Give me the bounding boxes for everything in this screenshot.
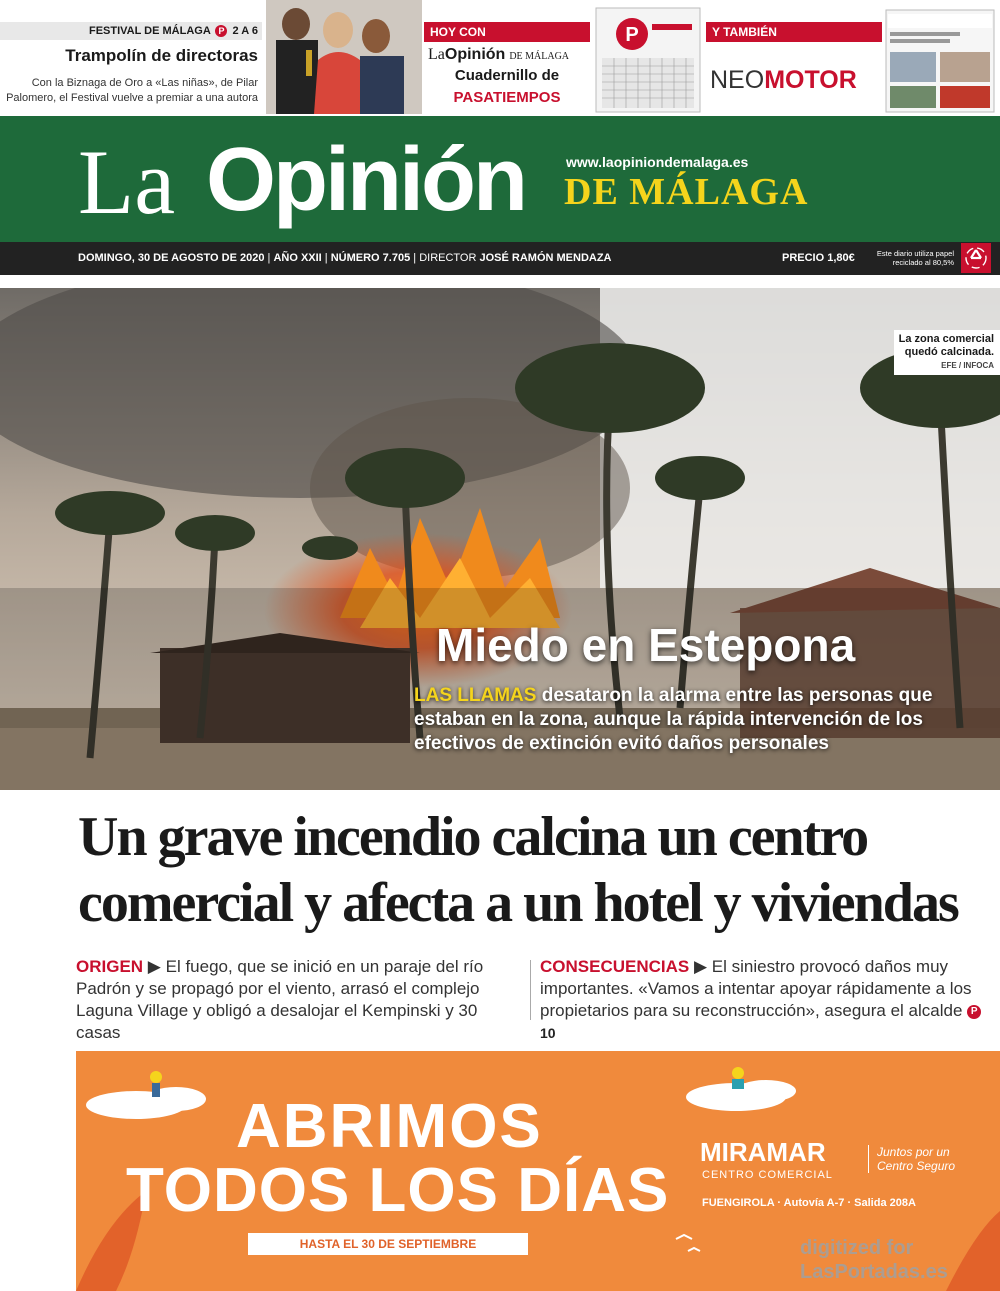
insert-line1[interactable]: Cuadernillo de bbox=[454, 67, 560, 84]
story-column-consequences bbox=[540, 956, 984, 1044]
festival-photo[interactable] bbox=[266, 0, 422, 114]
ad-brand-sub: CENTRO COMERCIAL bbox=[702, 1169, 833, 1181]
hero-deck-keyword: LAS LLAMAS bbox=[414, 685, 537, 706]
festival-pages: 2 A 6 bbox=[232, 25, 258, 37]
info-bar bbox=[0, 242, 1000, 275]
festival-section-bar[interactable] bbox=[0, 22, 262, 40]
also-label-bar: Y TAMBIÉN bbox=[706, 22, 882, 42]
recycled-note: Este diario utiliza papel reciclado al 80,5% bbox=[876, 249, 954, 267]
masthead-city: DE MÁLAGA bbox=[564, 171, 809, 213]
recycle-icon bbox=[961, 243, 991, 273]
origin-text: El fuego, que se inició en un paraje del río Padrón y se propagó por el viento, arrasó el complejo Laguna Village y obligó a desalojar el Kempinski y 30 casas bbox=[76, 957, 484, 1042]
main-headline[interactable]: Un grave incendio calcina un centro comercial y afecta a un hotel y viviendas bbox=[78, 806, 958, 934]
triangle-right-icon: ▶ bbox=[147, 957, 161, 976]
photo-caption bbox=[894, 330, 1000, 375]
insert-logo-la: La bbox=[428, 46, 445, 63]
director-label: DIRECTOR bbox=[419, 252, 477, 264]
triangle-right-icon: ▶ bbox=[693, 957, 708, 976]
ad-line2: TODOS LOS DÍAS bbox=[126, 1156, 670, 1225]
hero-photo[interactable] bbox=[0, 288, 1000, 790]
edition-info: DOMINGO, 30 DE AGOSTO DE 2020 | AÑO XXII | NÚMERO 7.705 | DIRECTOR JOSÉ RAMÓN MENDAZA bbox=[78, 252, 612, 264]
neomotor-neo: NEO bbox=[710, 66, 765, 94]
festival-title[interactable]: Trampolín de directoras bbox=[65, 46, 258, 65]
ad-until: HASTA EL 30 DE SEPTIEMBRE bbox=[248, 1233, 528, 1255]
insert-line2[interactable]: PASATIEMPOS bbox=[453, 89, 561, 106]
director-name: JOSÉ RAMÓN MENDAZA bbox=[479, 252, 612, 264]
ad-line1: ABRIMOS bbox=[236, 1092, 543, 1161]
masthead-url[interactable]: www.laopiniondemalaga.es bbox=[566, 154, 749, 170]
price: PRECIO 1,80€ bbox=[782, 252, 855, 264]
festival-description: Con la Biznaga de Oro a «Las niñas», de Pilar Palomero, el Festival vuelve a premiar a una autora bbox=[6, 77, 258, 104]
photo-credit: EFE / INFOCA bbox=[941, 361, 994, 370]
hero-headline[interactable]: Miedo en Estepona bbox=[436, 619, 856, 671]
neomotor-magazine-image[interactable] bbox=[884, 8, 996, 114]
consequences-text: El siniestro provocó daños muy importantes. «Vamos a intentar apoyar rápidamente a los propietarios para su reconstrucción», asegura el alcalde bbox=[540, 957, 972, 1020]
neomotor-motor: MOTOR bbox=[764, 66, 857, 94]
top-strip bbox=[0, 0, 1000, 116]
insert-logo bbox=[428, 46, 590, 64]
page-ref-icon: P bbox=[967, 1005, 981, 1019]
photo-caption-text: La zona comercial quedó calcinada. bbox=[898, 333, 994, 358]
masthead-opinion: Opinión bbox=[206, 130, 525, 230]
watermark-line1: digitized for bbox=[800, 1237, 914, 1259]
svg-text:P: P bbox=[625, 24, 639, 46]
edition-date: DOMINGO, 30 DE AGOSTO DE 2020 bbox=[78, 252, 265, 264]
ad-brand: MIRAMAR bbox=[700, 1137, 826, 1167]
story-column-origin bbox=[76, 956, 524, 1044]
edition-number: NÚMERO 7.705 bbox=[330, 252, 411, 264]
column-divider bbox=[530, 960, 531, 1020]
insert-logo-city: DE MÁLAGA bbox=[509, 51, 570, 62]
page-ref-number[interactable]: 10 bbox=[540, 1025, 556, 1041]
consequences-label: CONSECUENCIAS bbox=[540, 957, 690, 976]
masthead bbox=[0, 116, 1000, 242]
masthead-la: La bbox=[78, 131, 176, 233]
puzzle-booklet-image[interactable] bbox=[592, 6, 704, 114]
page-ref-icon: P bbox=[215, 25, 227, 37]
hero-deck bbox=[414, 684, 954, 756]
origin-label: ORIGEN bbox=[76, 957, 144, 976]
watermark bbox=[800, 1236, 996, 1284]
neomotor-logo[interactable] bbox=[710, 66, 882, 95]
watermark-line2: LasPortadas.es bbox=[800, 1261, 948, 1283]
insert-logo-opinion: Opinión bbox=[444, 46, 506, 63]
festival-section-label: FESTIVAL DE MÁLAGA bbox=[88, 25, 211, 37]
hero-deck-text: desataron la alarma entre las personas que estaban en la zona, aunque la rápida intervención de los efectivos de extinción evitó daños personales bbox=[414, 685, 933, 754]
insert-label-bar: HOY CON bbox=[424, 22, 590, 42]
ad-slogan: Juntos por un Centro Seguro bbox=[868, 1145, 967, 1173]
edition-year: AÑO XXII bbox=[273, 252, 322, 264]
ad-location: FUENGIROLA · Autovía A-7 · Salida 208A bbox=[702, 1197, 916, 1209]
